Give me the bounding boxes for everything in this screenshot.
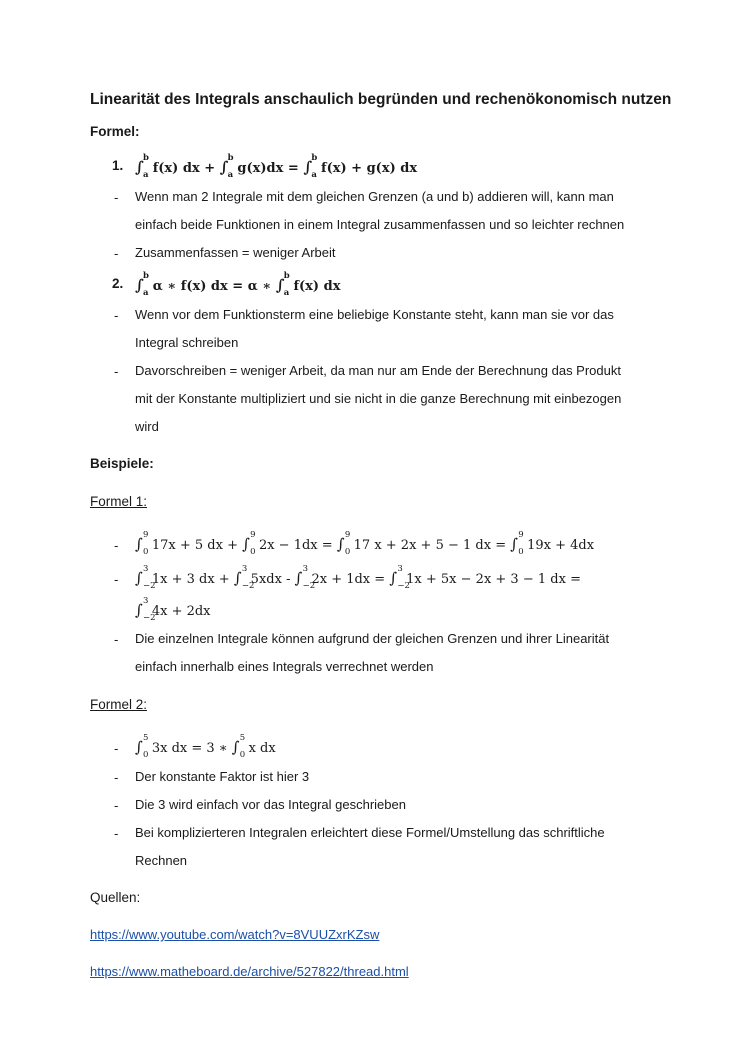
bullet-dash: - (114, 308, 119, 323)
formel-heading: Formel: (90, 124, 140, 139)
bullet-dash: - (114, 190, 119, 205)
integral-sign: ∫ 5 0 (135, 733, 149, 760)
integral-sign: ∫ 9 0 (135, 530, 149, 557)
formula2-number: 2. (112, 276, 124, 291)
formula2-expression: ∫ b a α ∗ f(x) dx = α ∗ ∫ b a f(x) dx (135, 271, 341, 298)
bullet-dash: - (114, 572, 119, 587)
formula2-bullet-2b: mit der Konstante multipliziert und sie nicht in die ganze Berechnung mit einbezogen (135, 391, 622, 406)
integral-sign: ∫ 9 0 (336, 530, 351, 557)
page-title: Linearität des Integrals anschaulich begründen und rechenökonomisch nutzen (90, 91, 672, 108)
formula1-number: 1. (112, 158, 124, 173)
bullet-dash: - (114, 246, 119, 261)
example2-formula: ∫ 5 0 3x dx = 3 ∗ ∫ 5 0 x dx (135, 733, 276, 760)
example1-line2: ∫ 3 −2 1x + 3 dx + ∫ 3 −2 5xdx - ∫ 3 −2 2x + 1dx = ∫ 3 −2 1x + 5x − 2x + 3 − 1 dx = (135, 564, 581, 591)
integral-sign: ∫ b a (275, 271, 290, 298)
integral-sign: ∫ b a (219, 153, 234, 180)
formula1-expression: ∫ b a f(x) dx + ∫ b a g(x)dx = ∫ b a f(x) + g(x) dx (135, 153, 418, 180)
bullet-dash: - (114, 538, 119, 553)
formula2-bullet-1a: Wenn vor dem Funktionsterm eine beliebige Konstante steht, kann man sie vor das (135, 307, 614, 322)
integral-sign: ∫ b a (135, 271, 149, 298)
integral-sign: ∫ 3 −2 (135, 596, 156, 623)
source-link-youtube[interactable]: https://www.youtube.com/watch?v=8VUUZxrKZsw (90, 927, 380, 942)
bullet-dash: - (114, 364, 119, 379)
bullet-dash: - (114, 741, 119, 756)
example1-bullet-b: einfach innerhalb eines Integrals verrechnet werden (135, 659, 434, 674)
example2-bullet-3b: Rechnen (135, 853, 188, 868)
bullet-dash: - (114, 770, 119, 785)
integral-sign: ∫ 3 −2 (389, 564, 410, 591)
integral-sign: ∫ b a (303, 153, 318, 180)
example2-bullet-1: Der konstante Faktor ist hier 3 (135, 769, 310, 784)
source-link-matheboard[interactable]: https://www.matheboard.de/archive/527822/thread.html (90, 964, 409, 979)
bullet-dash: - (114, 798, 119, 813)
example1-heading: Formel 1: (90, 494, 148, 509)
integral-sign: ∫ 5 0 (231, 733, 246, 760)
example2-bullet-3a: Bei komplizierteren Integralen erleichtert diese Formel/Umstellung das schriftliche (135, 825, 605, 840)
example1-line1: ∫ 9 0 17x + 5 dx + ∫ 9 0 2x − 1dx = ∫ 9 0 17 x + 2x + 5 − 1 dx = ∫ 9 0 19x + 4dx (135, 530, 595, 557)
example2-bullet-2: Die 3 wird einfach vor das Integral geschrieben (135, 797, 406, 812)
formula2-bullet-1b: Integral schreiben (135, 335, 239, 350)
integral-sign: ∫ b a (135, 153, 149, 180)
bullet-dash: - (114, 632, 119, 647)
integral-sign: ∫ 3 −2 (294, 564, 316, 591)
integral-sign: ∫ 9 0 (510, 530, 524, 557)
formula1-bullet-1a: Wenn man 2 Integrale mit dem gleichen Grenzen (a und b) addieren will, kann man (135, 189, 614, 204)
formula2-bullet-2c: wird (135, 419, 159, 434)
bullet-dash: - (114, 826, 119, 841)
example2-heading: Formel 2: (90, 697, 148, 712)
integral-sign: ∫ 3 −2 (233, 564, 255, 591)
integral-sign: ∫ 3 −2 (135, 564, 156, 591)
beispiele-heading: Beispiele: (90, 456, 154, 471)
formula1-bullet-1b: einfach beide Funktionen in einem Integral zusammenfassen und so leichter rechnen (135, 217, 625, 232)
example1-line3: ∫ 3 −2 4x + 2dx (135, 596, 211, 623)
formula2-bullet-2a: Davorschreiben = weniger Arbeit, da man nur am Ende der Berechnung das Produkt (135, 363, 621, 378)
sources-heading: Quellen: (90, 890, 141, 905)
formula1-bullet-2: Zusammenfassen = weniger Arbeit (135, 245, 336, 260)
integral-sign: ∫ 9 0 (242, 530, 256, 557)
example1-bullet-a: Die einzelnen Integrale können aufgrund der gleichen Grenzen und ihrer Linearität (135, 631, 610, 646)
